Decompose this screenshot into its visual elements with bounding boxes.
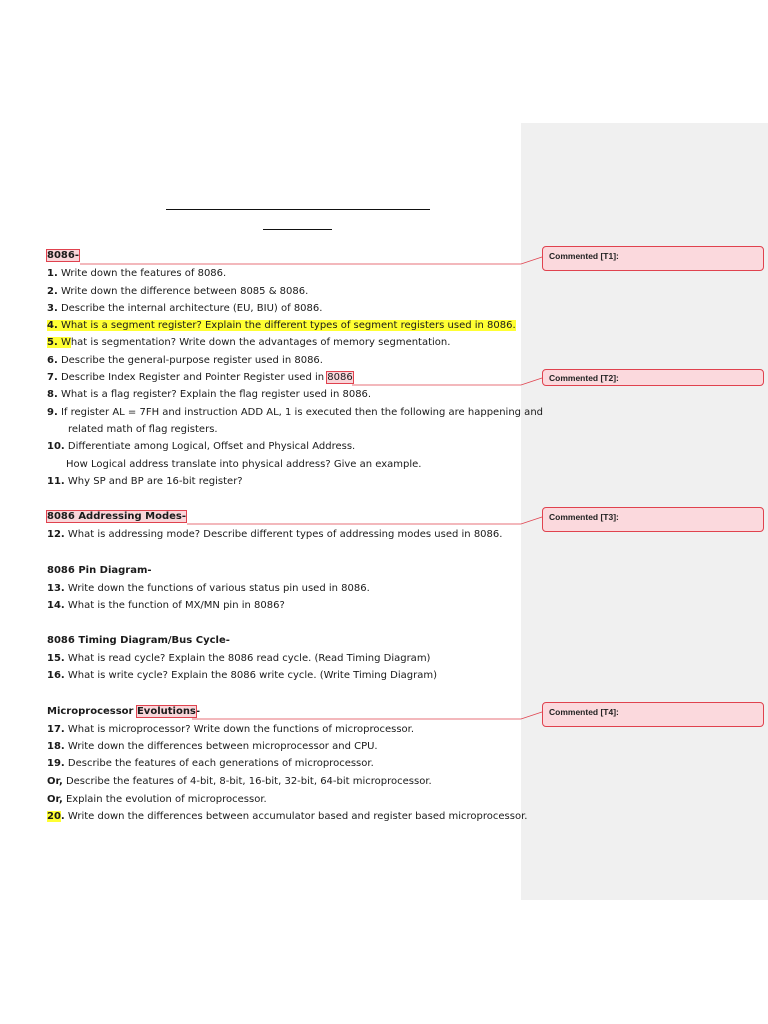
question-10-continued: How Logical address translate into physical address? Give an example.	[66, 459, 422, 470]
subtitle-underline	[263, 229, 332, 230]
comment-anchor-t2[interactable]: 8086	[327, 372, 353, 383]
question-7: 7. Describe Index Register and Pointer Register used in 8086	[47, 372, 353, 383]
question-9: 9. If register AL = 7FH and instruction ADD AL, 1 is executed then the following are happening and	[47, 407, 543, 418]
question-11: 11. Why SP and BP are 16-bit register?	[47, 476, 243, 487]
question-8: 8. What is a flag register? Explain the flag register used in 8086.	[47, 389, 372, 400]
comment-balloon-t4[interactable]: Commented [T4]:	[542, 702, 764, 727]
section-heading-microprocessor-evolutions: Microprocessor Evolutions-	[47, 706, 201, 717]
section-heading-timing-diagram: 8086 Timing Diagram/Bus Cycle-	[47, 635, 230, 646]
comment-balloon-t1[interactable]: Commented [T1]:	[542, 246, 764, 271]
section-heading-pin-diagram: 8086 Pin Diagram-	[47, 565, 152, 576]
question-17: 17. What is microprocessor? Write down the functions of microprocessor.	[47, 724, 415, 735]
comment-balloon-t3[interactable]: Commented [T3]:	[542, 507, 764, 532]
question-18: 18. Write down the differences between microprocessor and CPU.	[47, 741, 378, 752]
section-heading-8086	[47, 249, 79, 262]
question-5: 5. What is segmentation? Write down the advantages of memory segmentation.	[47, 337, 451, 348]
comment-balloon-t2[interactable]: Commented [T2]:	[542, 369, 764, 386]
question-14: 14. What is the function of MX/MN pin in 8086?	[47, 600, 285, 611]
question-6: 6. Describe the general-purpose register used in 8086.	[47, 355, 323, 366]
comment-anchor-t4[interactable]: Evolutions	[136, 706, 196, 717]
comment-anchor-t1[interactable]: 8086-	[47, 250, 79, 261]
question-19: 19. Describe the features of each generations of microprocessor.	[47, 758, 374, 769]
question-16: 16. What is write cycle? Explain the 8086 write cycle. (Write Timing Diagram)	[47, 670, 437, 681]
question-2: 2. Write down the difference between 8085 & 8086.	[47, 286, 309, 297]
question-4: 4. What is a segment register? Explain the different types of segment registers used in 8086.	[47, 320, 516, 331]
question-15: 15. What is read cycle? Explain the 8086 read cycle. (Read Timing Diagram)	[47, 653, 431, 664]
question-20: 20. Write down the differences between accumulator based and register based microprocessor.	[47, 811, 528, 822]
question-12: 12. What is addressing mode? Describe different types of addressing modes used in 8086.	[47, 529, 503, 540]
alternative-question-2: Or, Explain the evolution of microprocessor.	[47, 794, 267, 805]
connector-t4	[192, 712, 542, 719]
question-1: 1. Write down the features of 8086.	[47, 268, 227, 279]
comment-anchor-t3[interactable]: 8086 Addressing Modes-	[47, 511, 187, 522]
question-3: 3. Describe the internal architecture (EU, BIU) of 8086.	[47, 303, 323, 314]
question-13: 13. Write down the functions of various status pin used in 8086.	[47, 583, 370, 594]
question-9-continued: related math of flag registers.	[68, 424, 218, 435]
connector-t3	[187, 517, 542, 524]
question-10: 10. Differentiate among Logical, Offset and Physical Address.	[47, 441, 356, 452]
section-heading-addressing-modes	[47, 510, 186, 523]
title-underline	[166, 209, 430, 210]
alternative-question-1: Or, Describe the features of 4-bit, 8-bit, 16-bit, 32-bit, 64-bit microprocessor.	[47, 776, 432, 787]
connector-t2	[352, 378, 542, 385]
connector-t1	[80, 257, 542, 264]
